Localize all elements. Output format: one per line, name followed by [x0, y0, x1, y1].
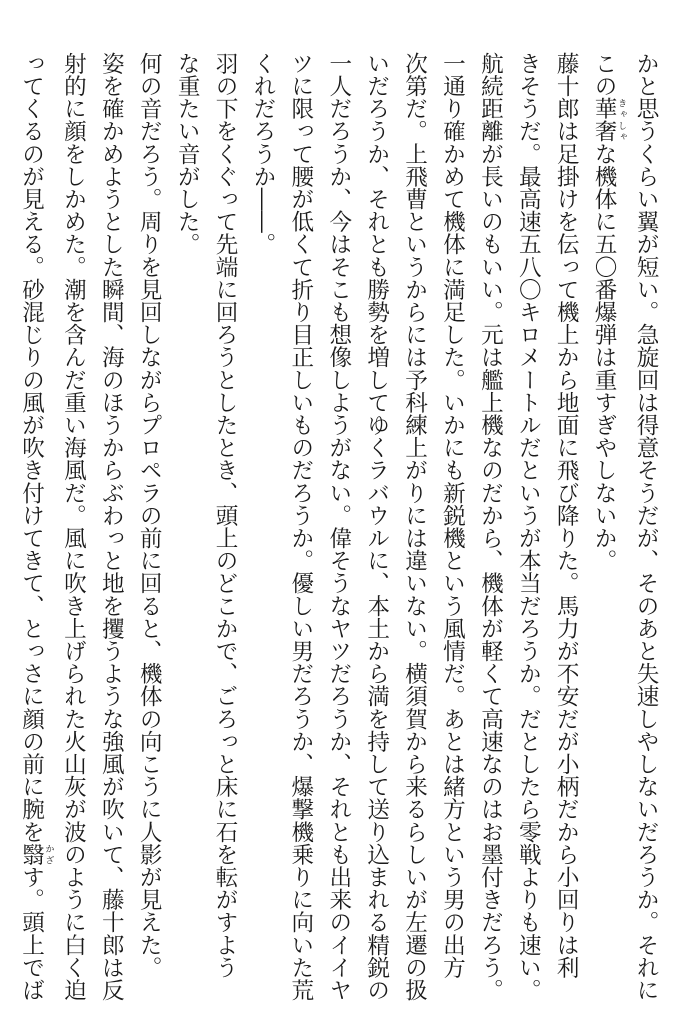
text-line-9: 一人だろうか、今はそこも想像しようがない。偉そうなヤツだろうか、それとも出来のイイヤ	[325, 52, 352, 1002]
ruby-reading: きゃしゃ	[616, 97, 627, 143]
text-line-11: くれだろうか――。	[249, 52, 276, 256]
text-line-2	[584, 52, 626, 972]
text-line-4: きそうだ。最高速五八〇キロメートルだというが本当だろうか。だとしたら零戦よりも速い。	[515, 52, 542, 1002]
ruby-kaza	[18, 843, 54, 866]
text-line-1: かと思うくらい翼が短い。急旋回は得意そうだが、そのあと失速しやしないだろうか。それに	[633, 52, 659, 1002]
text-line-16: 射的に顔をしかめた。潮を含んだ重い海風だ。風に吹き上げられた火山灰が波のように白く迫	[60, 52, 87, 1002]
text-line-17	[12, 52, 54, 1002]
text-line-10: ツに限って腰が低くて折り目正しいものだろうか。優しい男だろうか、爆撃機乗りに向いた荒	[287, 52, 314, 1002]
text-line-15: 姿を確かめようとした瞬間、海のほうからぶわっと地を攫うような強風が吹いて、藤十郎は反	[98, 52, 125, 1002]
ruby-kyasha	[591, 97, 627, 143]
text-line-3: 藤十郎は足掛けを伝って機上から地面に飛び降りた。馬力が不安だが小柄だから小回りは利	[553, 52, 580, 979]
ruby-line-after: す。頭上でば	[18, 865, 45, 1002]
text-line-6: 一通り確かめて機体に満足した。いかにも新鋭機という風情だ。あとは緒方という男の出方	[439, 52, 466, 979]
text-line-5: 航続距離が長いのもいい。元は艦上機なのだから、機体が軽くて高速なのはお墨付きだろう。	[477, 52, 504, 1002]
ruby-base: 翳	[18, 843, 45, 866]
vertical-text-body	[18, 52, 664, 1002]
ruby-base: 華奢	[591, 97, 618, 143]
ruby-line-before: この	[591, 52, 618, 98]
text-line-7: 次第だ。上飛曹というからには予科練上がりには違いない。横須賀から来るらしいが左遷の扱	[401, 52, 428, 1002]
text-line-12: 羽の下をくぐって先端に回ろうとしたとき、頭上のどこかで、ごろっと床に石を転がすよう	[212, 52, 239, 979]
text-line-8: いだろうか、それとも勝勢を増してゆくラバウルに、本土から満を持して送り込まれる精鋭の	[363, 52, 390, 1002]
ruby-line-after: な機体に五〇番爆弾は重すぎやしないか。	[591, 142, 618, 572]
ruby-line-before: ってくるのが見える。砂混じりの風が吹き付けてきて、とっさに顔の前に腕を	[18, 52, 45, 843]
text-line-14: 何の音だろう。周りを見回しながらプロペラの前に回ると、機体の向こうに人影が見えた。	[136, 52, 163, 979]
text-line-13: な重たい音がした。	[174, 52, 201, 256]
ruby-reading: かざ	[43, 843, 54, 866]
